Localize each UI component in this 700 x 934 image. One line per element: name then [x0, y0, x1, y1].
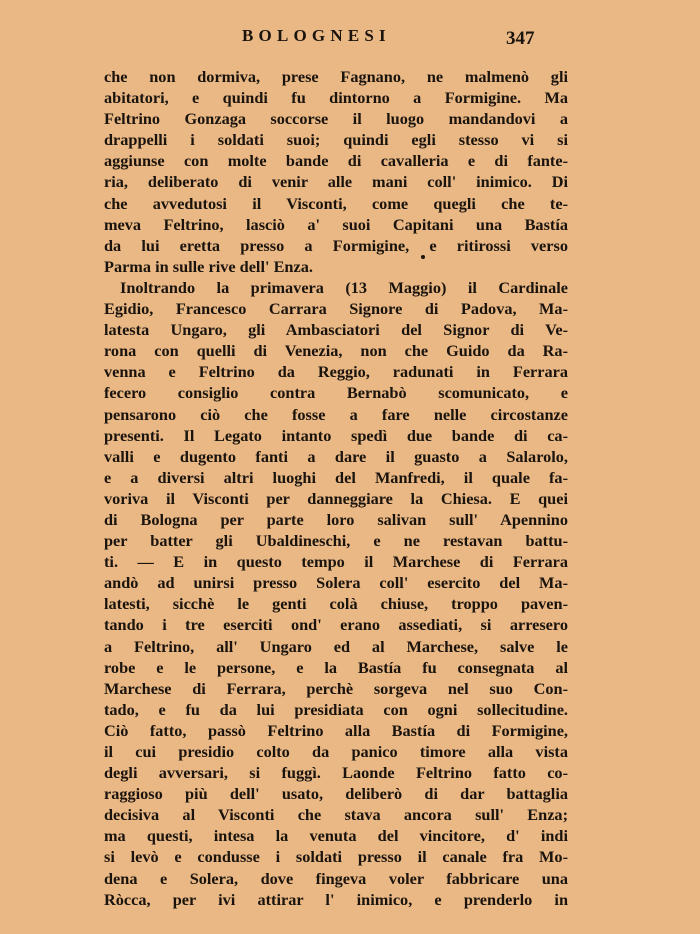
ink-spot: [421, 255, 425, 259]
text-line: che avvedutosi il Visconti, come quegli che te-: [104, 193, 568, 213]
text-line: latesta Ungaro, gli Ambasciatori del Signor di Ve-: [104, 320, 568, 340]
paragraph-end-line: Parma in sulle rive dell' Enza.: [104, 256, 313, 276]
paragraph-first-line: Inoltrando la primavera (13 Maggio) il Cardinale: [120, 277, 568, 297]
text-line: ti. — E in questo tempo il Marchese di Ferrara: [104, 552, 568, 572]
text-line: Ròcca, per ivi attirar l' inimico, e prenderlo in: [104, 889, 568, 909]
text-line: decisiva al Visconti che stava ancora sull' Enza;: [104, 805, 568, 825]
text-line: tando i tre eserciti ond' erano assediati, si arresero: [104, 615, 568, 635]
text-line: valli e dugento fanti a dare il guasto a Salarolo,: [104, 446, 568, 466]
text-line: Marchese di Ferrara, perchè sorgeva nel suo Con-: [104, 678, 568, 698]
text-line: raggioso più dell' usato, deliberò di dar battaglia: [104, 784, 568, 804]
text-line: tado, e fu da lui presidiata con ogni sollecitudine.: [104, 699, 568, 719]
text-line: si levò e condusse i soldati presso il canale fra Mo-: [104, 847, 568, 867]
text-line: aggiunse con molte bande di cavalleria e di fante-: [104, 151, 568, 171]
text-line: latesti, sicchè le genti colà chiuse, troppo paven-: [104, 594, 568, 614]
text-line: voriva il Visconti per danneggiare la Chiesa. E quei: [104, 488, 568, 508]
text-line: ria, deliberato di venir alle mani coll' inimico. Di: [104, 172, 568, 192]
text-line: degli avversari, si fuggì. Laonde Feltrino fatto co-: [104, 763, 568, 783]
text-line: meva Feltrino, lasciò a' suoi Capitani una Bastía: [104, 214, 568, 234]
text-line: abitatori, e quindi fu dintorno a Formigine. Ma: [104, 88, 568, 108]
text-line: Egidio, Francesco Carrara Signore di Padova, Ma-: [104, 299, 568, 319]
running-head: [0, 26, 700, 52]
text-line: robe e le persone, e la Bastía fu consegnata al: [104, 657, 568, 677]
text-line: fecero consiglio contra Bernabò scomunicato, e: [104, 383, 568, 403]
text-line: Ciò fatto, passò Feltrino alla Bastía di Formigine,: [104, 720, 568, 740]
text-line: dena e Solera, dove fingeva voler fabbricare una: [104, 868, 568, 888]
text-line: rona con quelli di Venezia, non che Guido da Ra-: [104, 341, 568, 361]
text-line: pensarono ciò che fosse a fare nelle circostanze: [104, 404, 568, 424]
page-number: 347: [506, 28, 535, 49]
text-line: e a diversi altri luoghi del Manfredi, il quale fa-: [104, 467, 568, 487]
text-line: presenti. Il Legato intanto spedì due bande di ca-: [104, 425, 568, 445]
running-title: BOLOGNESI: [242, 26, 391, 45]
text-line: venna e Feltrino da Reggio, radunati in Ferrara: [104, 362, 568, 382]
text-line: a Feltrino, all' Ungaro ed al Marchese, salve le: [104, 636, 568, 656]
text-line: di Bologna per parte loro salivan sull' Apennino: [104, 509, 568, 529]
text-line: Feltrino Gonzaga soccorse il luogo mandandovi a: [104, 109, 568, 129]
text-line: ma questi, intesa la venuta del vincitore, d' indi: [104, 826, 568, 846]
text-line: per batter gli Ubaldineschi, e ne restavan battu-: [104, 531, 568, 551]
text-line: che non dormiva, prese Fagnano, ne malmenò gli: [104, 67, 568, 86]
text-line: andò ad unirsi presso Solera coll' esercito del Ma-: [104, 573, 568, 593]
text-line: drappelli i soldati suoi; quindi egli stesso vi si: [104, 130, 568, 150]
body-text: [104, 66, 568, 910]
text-line: da lui eretta presso a Formigine, e ritirossi verso: [104, 235, 568, 255]
text-line: il cui presidio colto da panico timore alla vista: [104, 742, 568, 761]
